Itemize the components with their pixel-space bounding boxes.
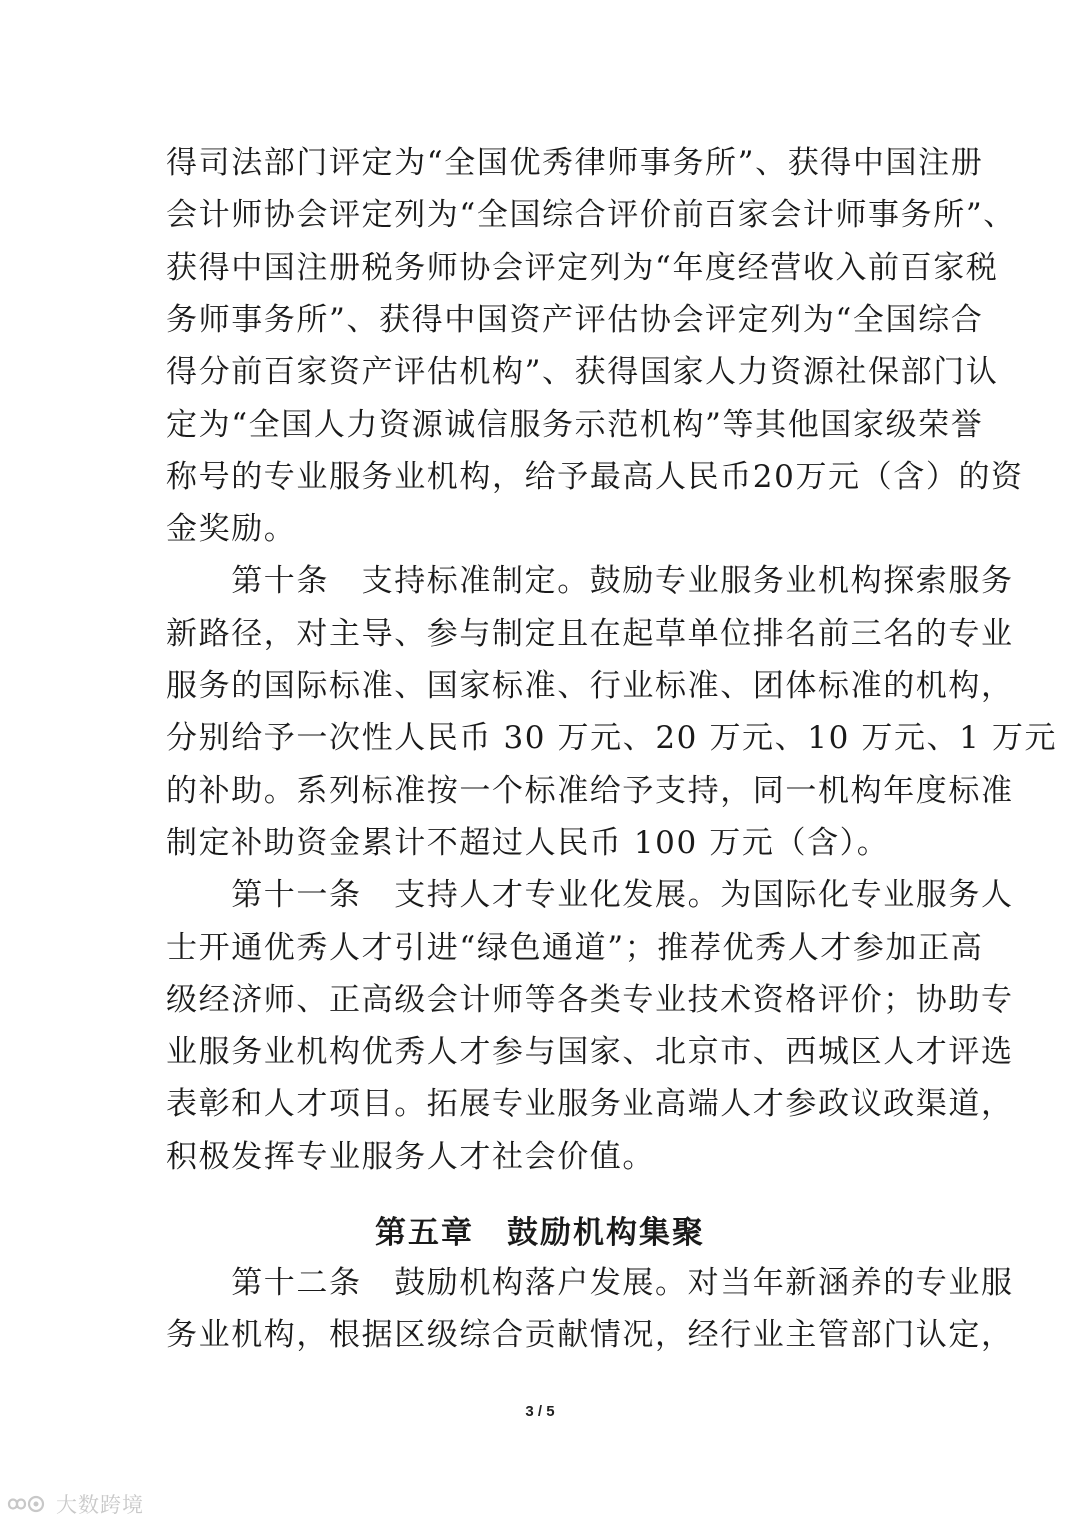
watermark-text: 大数跨境	[56, 1493, 144, 1517]
text-line: 得分前百家资产评估机构”、获得国家人力资源社保部门认	[166, 354, 999, 390]
watermark	[6, 1488, 144, 1520]
page-number: 3 / 5	[525, 1403, 555, 1420]
text-line: 务师事务所”、获得中国资产评估协会评定列为“全国综合	[166, 302, 984, 338]
text-line: 服务的国际标准、国家标准、行业标准、团体标准的机构，	[166, 668, 1014, 704]
text-line: 表彰和人才项目。拓展专业服务业高端人才参政议政渠道，	[166, 1086, 1014, 1122]
article-10-start: 第十条 支持标准制定。鼓励专业服务业机构探索服务	[166, 563, 1014, 599]
text-line: 分别给予一次性人民币 30 万元、20 万元、10 万元、1 万元	[166, 720, 1058, 756]
infinity-logo-icon	[6, 1493, 50, 1515]
text-line: 积极发挥专业服务人才社会价值。	[166, 1139, 655, 1175]
text-line: 称号的专业服务业机构，给予最高人民币20万元（含）的资	[166, 459, 1024, 495]
chapter-heading: 第五章 鼓励机构集聚	[375, 1215, 705, 1251]
article-12-start: 第十二条 鼓励机构落户发展。对当年新涵养的专业服	[166, 1265, 1014, 1301]
article-11-start: 第十一条 支持人才专业化发展。为国际化专业服务人	[166, 877, 1014, 913]
text-line: 的补助。系列标准按一个标准给予支持，同一机构年度标准	[166, 773, 1014, 809]
text-line: 士开通优秀人才引进“绿色通道”；推荐优秀人才参加正高	[166, 930, 984, 966]
text-line: 得司法部门评定为“全国优秀律师事务所”、获得中国注册	[166, 145, 984, 181]
text-line: 业服务业机构优秀人才参与国家、北京市、西城区人才评选	[166, 1034, 1014, 1070]
text-line: 获得中国注册税务师协会评定列为“年度经营收入前百家税	[166, 250, 999, 286]
text-line: 会计师协会评定列为“全国综合评价前百家会计师事务所”、	[166, 197, 1016, 233]
text-line: 金奖励。	[166, 511, 297, 547]
text-line: 制定补助资金累计不超过人民币 100 万元（含）。	[166, 825, 890, 861]
text-line: 级经济师、正高级会计师等各类专业技术资格评价；协助专	[166, 982, 1014, 1018]
text-line: 新路径，对主导、参与制定且在起草单位排名前三名的专业	[166, 616, 1014, 652]
text-line: 定为“全国人力资源诚信服务示范机构”等其他国家级荣誉	[166, 407, 984, 443]
text-line: 务业机构，根据区级综合贡献情况，经行业主管部门认定，	[166, 1317, 1014, 1353]
